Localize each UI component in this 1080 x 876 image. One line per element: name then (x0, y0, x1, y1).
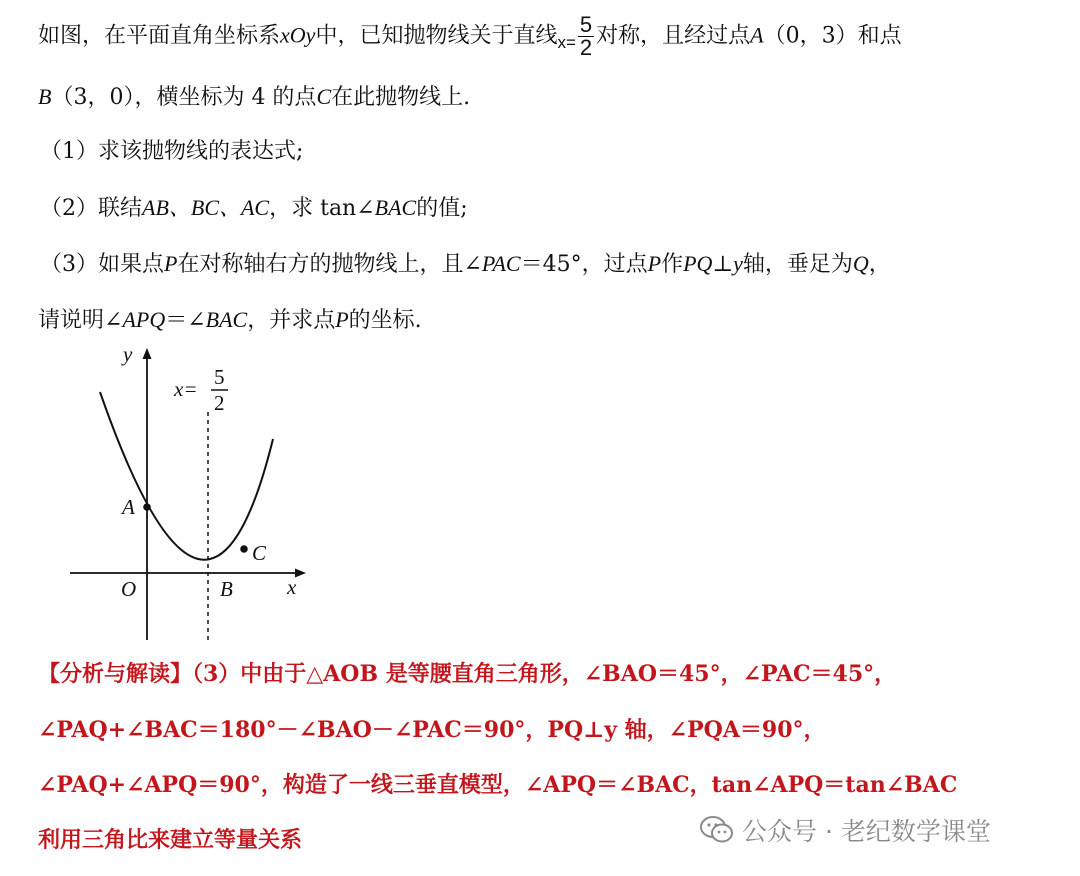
text: ＝45°，过点 (520, 252, 648, 277)
text: ，求 tan∠ (269, 196, 375, 221)
y-axis-arrow (143, 348, 152, 359)
axis-eq-label: x= (174, 377, 198, 401)
axis-eq-num: 5 (214, 365, 225, 389)
parabola-curve (100, 392, 273, 560)
label-x: x (287, 575, 297, 599)
angle-apq: APQ (122, 307, 166, 332)
text: 在对称轴右方的抛物线上，且∠ (177, 252, 482, 277)
point-p: P (164, 251, 178, 276)
text: （0，3）和点 (763, 23, 902, 49)
text: 对称，且经过点 (596, 23, 751, 49)
segment-pq: PQ (683, 251, 713, 276)
text: ⊥ (712, 252, 734, 277)
point-a: A (750, 22, 764, 48)
axis-x-eq: x= (557, 33, 576, 52)
label-y: y (123, 342, 133, 366)
frac-den: 2 (579, 35, 593, 60)
point-c-dot (240, 545, 248, 553)
point-p: P (335, 307, 349, 332)
problem-line-2 (38, 86, 470, 109)
label-a: A (122, 495, 135, 519)
parabola-graph (62, 340, 322, 645)
text: （3，0），横坐标为 4 的点 (51, 85, 317, 110)
analysis-line-2: ∠PAQ+∠BAC＝180°－∠BAO－∠PAC＝90°，PQ⊥y 轴，∠PQA＝90°， (38, 717, 826, 743)
var-xoy: xOy (280, 22, 316, 48)
text: 在此抛物线上. (331, 85, 471, 110)
question-3-cont (38, 309, 422, 332)
angle-pac: PAC (481, 251, 521, 276)
text: 的值; (416, 196, 468, 221)
angle-bac: BAC (205, 307, 248, 332)
text: 中，已知抛物线关于直线 (315, 23, 558, 49)
question-1 (40, 141, 303, 163)
frac-num: 5 (579, 12, 593, 37)
point-a-dot (143, 503, 151, 511)
text: 请说明∠ (38, 308, 123, 333)
label-c: C (252, 541, 267, 565)
text: ，并求点 (247, 308, 336, 333)
analysis-line-4: 利用三角比来建立等量关系 (38, 827, 303, 853)
point-b: B (38, 84, 52, 109)
problem-line-1 (38, 14, 902, 59)
angle-bac: BAC (374, 195, 417, 220)
watermark-text: 公众号 · 老纪数学课堂 (742, 817, 991, 846)
x-axis-arrow (295, 569, 306, 578)
var-y: y (733, 251, 743, 276)
fraction-five-halves (578, 14, 594, 59)
point-p: P (647, 251, 662, 276)
label-b: B (220, 577, 233, 601)
text: ＝∠ (165, 308, 206, 333)
watermark (700, 812, 991, 850)
wechat-icon (700, 816, 734, 850)
question-2 (40, 197, 468, 220)
text: ， (868, 252, 891, 277)
text: （2）联结 (40, 196, 142, 221)
analysis-line-3: ∠PAQ+∠APQ＝90°，构造了一线三垂直模型，∠APQ＝∠BAC，tan∠APQ＝tan∠BAC (38, 772, 958, 798)
point-c: C (316, 84, 332, 109)
text: 作 (661, 252, 684, 277)
analysis-line-1: 【分析与解读】（3）中由于△AOB 是等腰直角三角形，∠BAO＝45°，∠PAC＝45°， (38, 661, 897, 687)
question-3 (40, 253, 891, 276)
segments: AB、BC、AC (142, 195, 270, 220)
text: 如图，在平面直角坐标系 (38, 23, 281, 49)
point-q: Q (852, 251, 869, 276)
text: 轴，垂足为 (742, 252, 853, 277)
label-o: O (121, 577, 137, 601)
axis-eq-den: 2 (214, 391, 225, 415)
text: （1）求该抛物线的表达式; (40, 139, 304, 164)
text: 的坐标. (348, 308, 422, 333)
text: （3）如果点 (40, 252, 164, 277)
